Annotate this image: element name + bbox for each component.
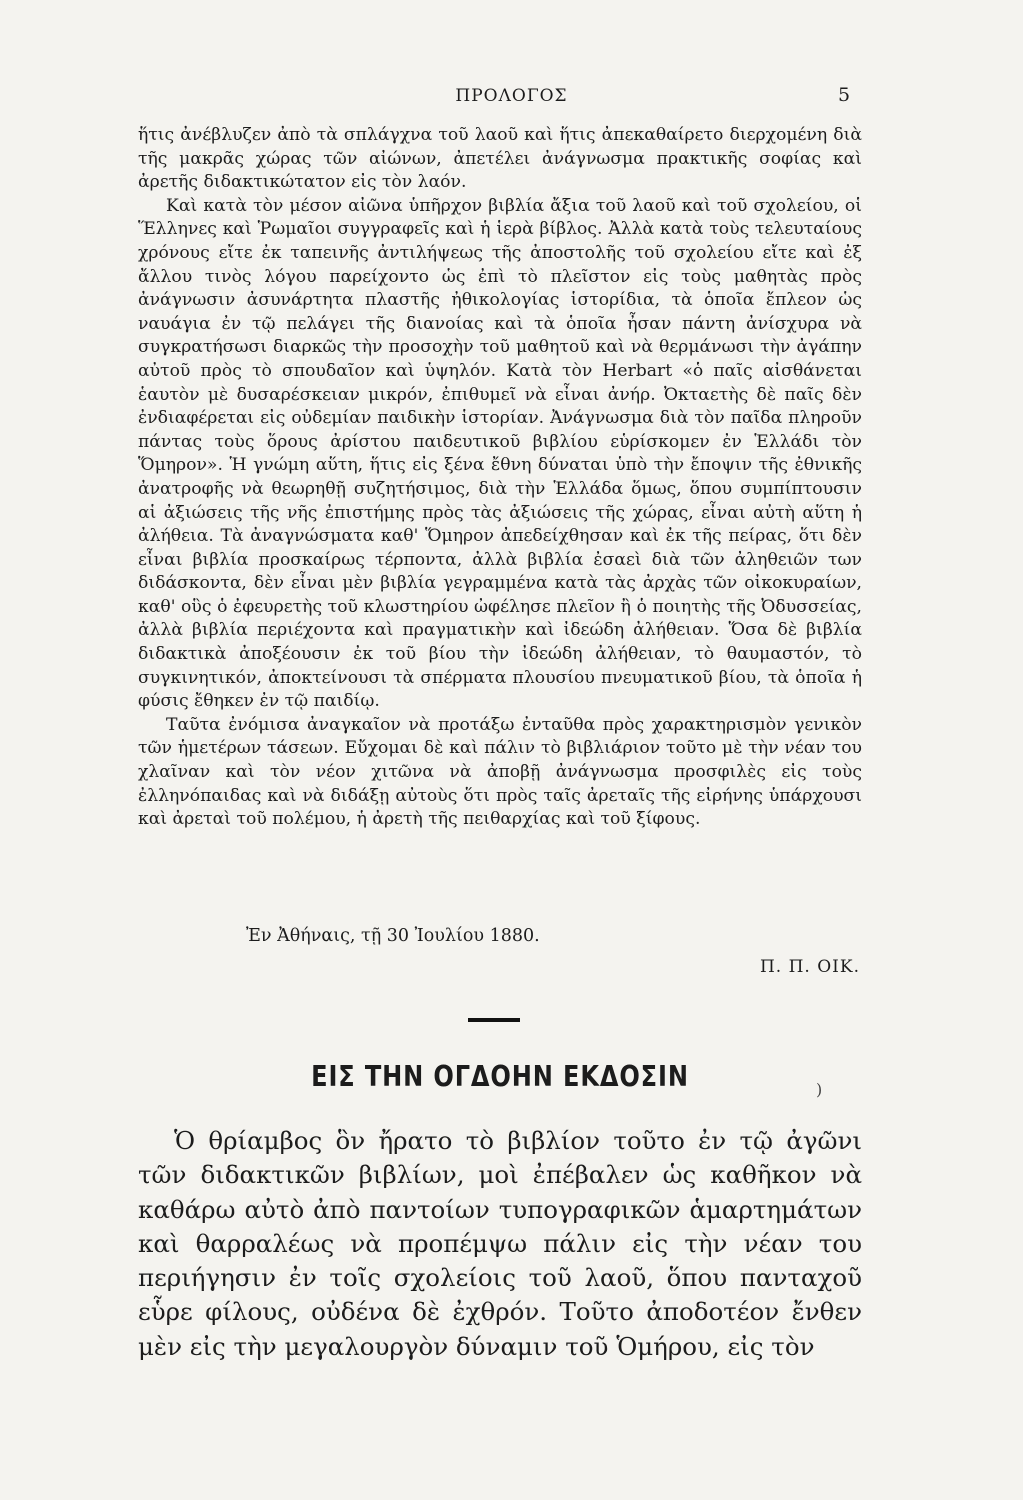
page-number: 5	[838, 84, 851, 106]
section-title: ΕΙΣ ΤΗΝ ΟΓΔΟΗΝ ΕΚΔΟΣΙΝ	[311, 1060, 689, 1093]
eighth-edition-paragraph: Ὁ θρίαμβος ὃν ἤρατο τὸ βιβλίον τοῦτο ἐν τῷ ἀγῶνι τῶν διδακτικῶν βιβλίων, μοὶ ἐπέβαλεν ὡς καθῆκον νὰ καθάρω αὐτὸ ἀπὸ παντοίων τυπογραφικῶν ἁμαρτημάτων καὶ θαρραλέως νὰ προπέμψω πάλιν εἰς τὴν νέαν του περιήγησιν ἐν τοῖς σχολείοις τοῦ λαοῦ, ὅπου πανταχοῦ εὗρε φίλους, οὐδένα δὲ ἐχθρόν. Τοῦτο ἀποδοτέον ἔνθεν μὲν εἰς τὴν μεγαλουργὸν δύναμιν τοῦ Ὁμήρου, εἰς τὸν	[138, 1126, 862, 1361]
running-title: ΠΡΟΛΟΓΟΣ	[455, 86, 568, 106]
preface-paragraph-1: ἥτις ἀνέβλυζεν ἀπὸ τὰ σπλάγχνα τοῦ λαοῦ καὶ ἥτις ἀπεκαθαίρετο διερχομένη διὰ τῆς μακρᾶς χώρας τῶν αἰώνων, ἀπετέλει ἀνάγνωσμα πρακτικῆς σοφίας καὶ ἀρετῆς διδακτικώτατον εἰς τὸν λαόν.	[138, 125, 862, 193]
stray-mark: )	[816, 1080, 823, 1099]
eighth-edition-body	[138, 1124, 862, 1364]
dateline: Ἐν Ἀθήναις, τῇ 30 Ἰουλίου 1880.	[246, 926, 540, 946]
preface-paragraph-3: Ταῦτα ἐνόμισα ἀναγκαῖον νὰ προτάξω ἐνταῦθα πρὸς χαρακτηρισμὸν γενικὸν τῶν ἡμετέρων τάσεων. Εὔχομαι δὲ καὶ πάλιν τὸ βιβλιάριον τοῦτο μὲ τὴν νέαν του χλαῖναν καὶ τὸν νέον χιτῶνα νὰ ἀποβῇ ἀνάγνωσμα προσφιλὲς εἰς τοὺς ἐλληνόπαιδας καὶ νὰ διδάξῃ αὐτοὺς ὅτι πρὸς ταῖς ἀρεταῖς τῆς εἰρήνης ὑπάρχουσι καὶ ἀρεταὶ τοῦ πολέμου, ἡ ἀρετὴ τῆς πειθαρχίας καὶ τοῦ ξίφους.	[138, 714, 862, 830]
author-signature: Π. Π. ΟΙΚ.	[759, 957, 860, 977]
preface-paragraph-2: Καὶ κατὰ τὸν μέσον αἰῶνα ὑπῆρχον βιβλία ἄξια τοῦ λαοῦ καὶ τοῦ σχολείου, οἱ Ἕλληνες καὶ Ῥωμαῖοι συγγραφεῖς καὶ ἡ ἱερὰ βίβλος. Ἀλλὰ κατὰ τοὺς τελευταίους χρόνους εἴτε ἐκ ταπεινῆς ἀντιλήψεως τῆς ἀποστολῆς τοῦ σχολείου εἴτε καὶ ἐξ ἄλλου τινὸς λόγου παρείχοντο ὡς ἐπὶ τὸ πλεῖστον εἰς τοὺς μαθητὰς πρὸς ἀνάγνωσιν ἀσυνάρτητα πλαστῆς ἠθικολογίας ἱστορίδια, τὰ ὁποῖα ἔπλεον ὡς ναυάγια ἐν τῷ πελάγει τῆς διανοίας καὶ τὰ ὁποῖα ἦσαν πάντη ἀνίσχυρα νὰ συγκρατήσωσι διαρκῶς τὴν προσοχὴν τοῦ μαθητοῦ καὶ νὰ θερμάνωσι τὴν ἀγάπην αὐτοῦ πρὸς τὸ σπουδαῖον καὶ ὑψηλόν. Κατὰ τὸν Herbart «ὁ παῖς αἰσθάνεται ἑαυτὸν μὲ δυσαρέσκειαν μικρόν, ἐπιθυμεῖ νὰ εἶναι ἀνήρ. Ὀκταετὴς δὲ παῖς δὲν ἐνδιαφέρεται εἰς οὐδεμίαν παιδικὴν ἱστορίαν. Ἀνάγνωσμα διὰ τὸν παῖδα πληροῦν πάντας τοὺς ὅρους ἀρίστου παιδευτικοῦ βιβλίου εὑρίσκομεν ἐν Ἑλλάδι τὸν Ὅμηρον». Ἡ γνώμη αὕτη, ἥτις εἰς ξένα ἔθνη δύναται ὑπὸ τὴν ἔποψιν τῆς ἐθνικῆς ἀνατροφῆς νὰ θεωρηθῇ συζητήσιμος, διὰ τὴν Ἑλλάδα ὅμως, ὅπου συμπίπτουσιν αἱ ἀξιώσεις τῆς νῆς ἐπιστήμης πρὸς τὰς ἀξιώσεις τῆς χώρας, εἶναι αὐτὴ αὕτη ἡ ἀλήθεια. Τὰ ἀναγνώσματα καθ' Ὅμηρον ἀπεδείχθησαν καὶ ἐκ τῆς πείρας, ὅτι δὲν εἶναι βιβλία προσκαίρως τέρποντα, ἀλλὰ βιβλία ἐσαεὶ διὰ τῶν ἀληθειῶν των διδάσκοντα, δὲν εἶναι μὲν βιβλία γεγραμμένα κατὰ τὰς ἀρχὰς τῶν οἰκοκυραίων, καθ' οὓς ὁ ἐφευρετὴς τοῦ κλωστηρίου ὠφέλησε πλεῖον ἢ ὁ ποιητὴς τῆς Ὀδυσσείας, ἀλλὰ βιβλία περιέχοντα καὶ πραγματικὴν καὶ ἰδεώδη ἀλήθειαν. Ὅσα δὲ βιβλία διδακτικὰ ἀποξέουσιν ἐκ τοῦ βίου τὴν ἰδεώδη ἀλήθειαν, τὸ θαυμαστόν, τὸ συγκινητικόν, ἀποκτείνουσι τὰ σπέρματα πλουσίου πνευματικοῦ βίου, τὰ ὁποῖα ἡ φύσις ἔθηκεν ἐν τῷ παιδίῳ.	[138, 195, 862, 712]
preface-body	[138, 124, 862, 832]
section-divider	[468, 1018, 520, 1022]
